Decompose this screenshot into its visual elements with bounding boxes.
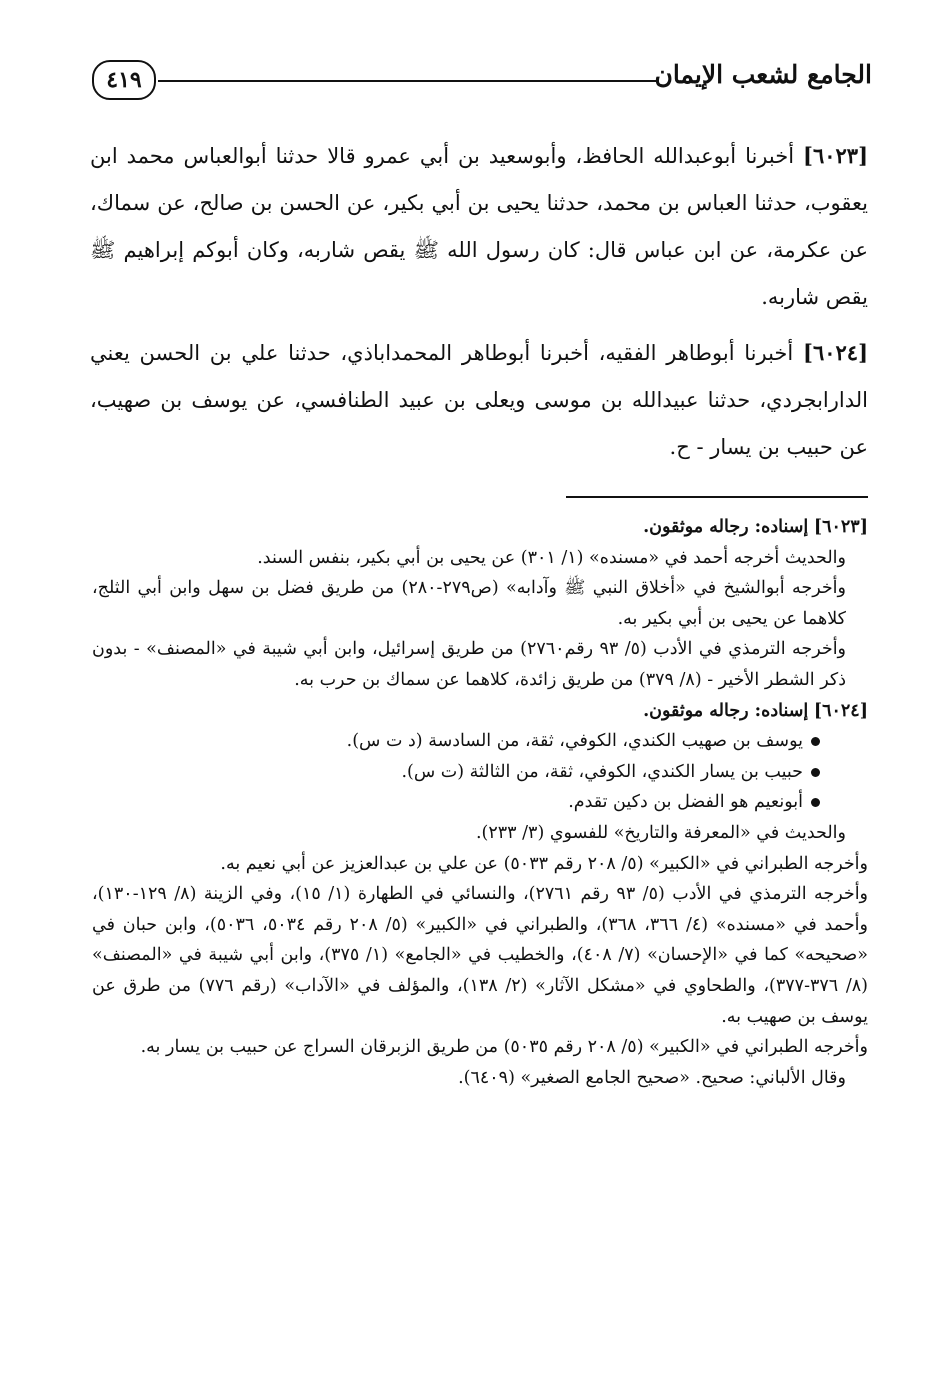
page-number: ٤١٩ bbox=[92, 60, 156, 100]
bullet-icon bbox=[811, 768, 820, 777]
footnote-line: والحديث أخرجه أحمد في «مسنده» (١/ ٣٠١) عن يحيى بن أبي بكير، بنفس السند. bbox=[257, 547, 846, 568]
footnote-line: والحديث في «المعرفة والتاريخ» للفسوي (٣/ ٢٣٣). bbox=[475, 822, 846, 843]
footnote-heading bbox=[92, 512, 868, 543]
list-item: يوسف بن صهيب الكندي، الكوفي، ثقة، من السادسة (د ت س). bbox=[92, 726, 820, 757]
hadith-text: أخبرنا أبوطاهر الفقيه، أخبرنا أبوطاهر المحمداباذي، حدثنا علي بن الحسن يعني الدارابجردي، حدثنا عبيدالله بن موسى ويعلى بن عبيد الطنافسي، عن يوسف بن صهيب، عن حبيب بن يسار - ح. bbox=[90, 341, 868, 459]
page-header bbox=[92, 60, 872, 104]
footnote-number: [٦٠٢٤] bbox=[813, 700, 868, 721]
hadith-text: أخبرنا أبوعبدالله الحافظ، وأبوسعيد بن أبي عمرو قالا حدثنا أبوالعباس محمد ابن يعقوب، حدثنا العباس بن محمد، حدثنا يحيى بن أبي بكير، عن الحسن بن صالح، عن سماك، عن عكرمة، عن ابن عباس قال: كان رسول الله ﷺ يقص شاربه، وكان أبوكم إبراهيم ﷺ يقص شاربه. bbox=[90, 144, 868, 309]
footnote-paragraph: وأخرجه الترمذي في الأدب (٥/ ٩٣ رقم ٢٧٦١)، والنسائي في الطهارة (١/ ١٥)، وفي الزينة (٨/ ١٢٩-١٣٠)، وأحمد في «مسنده» (٤/ ٣٦٦، ٣٦٨)، والطبراني في «الكبير» (٥/ ٢٠٨ رقم ٥٠٣٤، ٥٠٣٦)، وابن حبان في «صحيحه» كما في «الإحسان» (٧/ ٤٠٨)، والخطيب في «الجامع» (١/ ٣٧٥)، وابن أبي شيبة في «المصنف» (٨/ ٣٧٦-٣٧٧)، والطحاوي في «مشكل الآثار» (٢/ ١٣٨)، والمؤلف في «الآداب» (رقم ٧٧٦) من طرق عن يوسف بن صهيب به. bbox=[92, 884, 869, 1027]
header-rule bbox=[158, 80, 658, 82]
bullet-icon bbox=[811, 798, 820, 807]
footnote-line: وقال الألباني: صحيح. «صحيح الجامع الصغير» (٦٤٠٩). bbox=[458, 1067, 846, 1088]
bullet-icon bbox=[811, 737, 820, 746]
footnote-line: وأخرجه الترمذي في الأدب (٥/ ٩٣ رقم٢٧٦٠) من طريق إسرائيل، وابن أبي شيبة في «المصنف» - بدون ذكر الشطر الأخير - (٨/ ٣٧٩) من طريق زائدة، كلاهما عن سماك بن حرب به. bbox=[92, 639, 847, 690]
footnote-number: [٦٠٢٣] bbox=[813, 517, 868, 537]
footnote-line: وأخرجه أبوالشيخ في «أخلاق النبي ﷺ وآدابه» (ص٢٧٩-٢٨٠) من طريق فضل بن سهل وابن أبي الثلج، كلاهما عن يحيى بن أبي بكير به. bbox=[92, 578, 846, 629]
footnote-paragraph: وأخرجه الطبراني في «الكبير» (٥/ ٢٠٨ رقم ٥٠٣٣) عن علي بن عبدالعزيز عن أبي نعيم به. bbox=[220, 853, 868, 874]
footnote-heading bbox=[92, 696, 868, 727]
hadith-number: [٦٠٢٤] bbox=[803, 340, 868, 365]
hadith-6023 bbox=[90, 132, 868, 321]
footnotes bbox=[92, 512, 868, 1093]
footnote-separator bbox=[566, 496, 868, 498]
list-item: أبونعيم هو الفضل بن دكين تقدم. bbox=[92, 787, 820, 818]
list-item: حبيب بن يسار الكندي، الكوفي، ثقة، من الثالثة (ت س). bbox=[92, 757, 820, 788]
running-title: الجامع لشعب الإيمان bbox=[654, 60, 872, 89]
main-text bbox=[90, 132, 868, 479]
hadith-number: [٦٠٢٣] bbox=[803, 143, 868, 168]
footnote-label: إسناده: رجاله موثقون. bbox=[643, 517, 809, 537]
narrator-list bbox=[92, 726, 868, 818]
hadith-6024 bbox=[90, 329, 868, 471]
footnote-paragraph: وأخرجه الطبراني في «الكبير» (٥/ ٢٠٨ رقم ٥٠٣٥) من طريق الزبرقان السراج عن حبيب بن يسار به. bbox=[140, 1037, 868, 1058]
footnote-label: إسناده: رجاله موثقون. bbox=[643, 700, 809, 721]
